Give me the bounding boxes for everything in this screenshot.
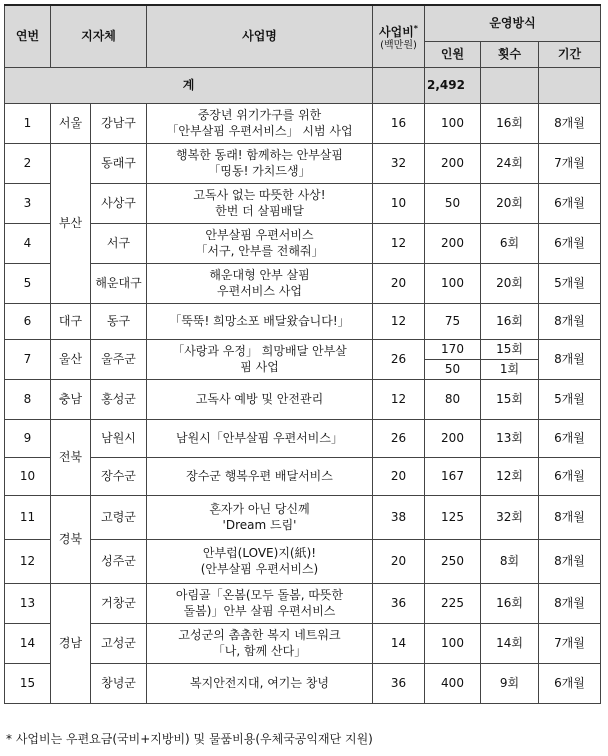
header-period: 기간 <box>539 41 601 67</box>
project-line2: (안부살핌 우편서비스) <box>200 562 319 576</box>
row-no: 2 <box>5 143 51 183</box>
header-budget-mark: * <box>413 23 418 33</box>
project-line2: 「나, 함께 산다」 <box>212 644 307 658</box>
row-no: 4 <box>5 223 51 263</box>
row-no: 13 <box>5 583 51 623</box>
total-label: 계 <box>5 67 373 103</box>
row-project <box>147 143 373 183</box>
row-project: 장수군 행복우편 배달서비스 <box>147 457 373 495</box>
row-count: 20회 <box>481 183 539 223</box>
project-line1: 해운대형 안부 살핌 <box>209 268 310 282</box>
row-no: 12 <box>5 539 51 583</box>
table-row <box>5 143 601 183</box>
row-budget: 38 <box>373 495 425 539</box>
row-no: 14 <box>5 623 51 663</box>
header-count: 횟수 <box>481 41 539 67</box>
row-city: 강남구 <box>91 103 147 143</box>
row-people: 100 <box>425 103 481 143</box>
row-budget: 36 <box>373 583 425 623</box>
row-city: 성주군 <box>91 539 147 583</box>
program-table <box>4 4 601 704</box>
project-line1: 중장년 위기가구를 위한 <box>197 108 322 122</box>
row-count: 8회 <box>481 539 539 583</box>
row-period: 8개월 <box>539 539 601 583</box>
row-no: 1 <box>5 103 51 143</box>
row-period: 8개월 <box>539 303 601 339</box>
row-count: 9회 <box>481 663 539 703</box>
row-people: 400 <box>425 663 481 703</box>
total-budget <box>373 67 425 103</box>
row-no: 10 <box>5 457 51 495</box>
project-line2: 「띵동! 가치드생」 <box>208 164 311 178</box>
project-line1: 안부살핌 우편서비스 <box>205 228 314 242</box>
row-city: 해운대구 <box>91 263 147 303</box>
row-city: 거창군 <box>91 583 147 623</box>
row-budget: 20 <box>373 263 425 303</box>
row-people: 50 <box>425 183 481 223</box>
row-budget: 20 <box>373 457 425 495</box>
row-budget: 26 <box>373 419 425 457</box>
project-line1: 아림골「온봄(모두 돌봄, 따뜻한 <box>175 588 344 602</box>
table-row <box>5 663 601 703</box>
row-count: 15회 <box>481 379 539 419</box>
row-province: 경남 <box>51 583 91 703</box>
row-city: 서구 <box>91 223 147 263</box>
project-line2: 「서구, 안부를 전해줘」 <box>195 244 324 258</box>
row-project <box>147 495 373 539</box>
row-people: 170 <box>425 339 481 359</box>
row-people: 125 <box>425 495 481 539</box>
row-budget: 20 <box>373 539 425 583</box>
row-project: 복지안전지대, 여기는 창녕 <box>147 663 373 703</box>
row-period: 5개월 <box>539 379 601 419</box>
row-city: 고성군 <box>91 623 147 663</box>
row-people: 200 <box>425 223 481 263</box>
row-city: 울주군 <box>91 339 147 379</box>
row-period: 6개월 <box>539 223 601 263</box>
total-row <box>5 67 601 103</box>
row-city: 사상구 <box>91 183 147 223</box>
row-no: 6 <box>5 303 51 339</box>
row-province: 경북 <box>51 495 91 583</box>
row-count: 24회 <box>481 143 539 183</box>
row-project <box>147 103 373 143</box>
row-no: 7 <box>5 339 51 379</box>
table-row <box>5 103 601 143</box>
header-budget <box>373 5 425 67</box>
table-row <box>5 419 601 457</box>
total-people: 2,492 <box>425 67 481 103</box>
project-line1: 고독사 없는 따뜻한 사상! <box>193 188 326 202</box>
table-row <box>5 457 601 495</box>
row-no: 8 <box>5 379 51 419</box>
row-province: 충남 <box>51 379 91 419</box>
row-count: 14회 <box>481 623 539 663</box>
project-line1: 안부럽(LOVE)지(紙)! <box>202 546 317 560</box>
table-row <box>5 223 601 263</box>
row-people: 80 <box>425 379 481 419</box>
project-line2: 한번 더 살핌배달 <box>215 204 304 218</box>
row-budget: 16 <box>373 103 425 143</box>
table-row <box>5 263 601 303</box>
row-period: 8개월 <box>539 495 601 539</box>
row-project <box>147 339 373 379</box>
row-period: 6개월 <box>539 663 601 703</box>
row-count: 16회 <box>481 103 539 143</box>
row-count: 12회 <box>481 457 539 495</box>
header-budget-unit: (백만원) <box>380 39 417 51</box>
row-count-b: 1회 <box>481 359 539 379</box>
table-row <box>5 379 601 419</box>
row-count: 16회 <box>481 583 539 623</box>
row-budget: 14 <box>373 623 425 663</box>
footnote: * 사업비는 우편요금(국비+지방비) 및 물품비용(우체국공익재단 지원) <box>6 732 373 746</box>
row-count: 20회 <box>481 263 539 303</box>
row-count: 15회 <box>481 339 539 359</box>
row-budget: 12 <box>373 223 425 263</box>
row-city: 장수군 <box>91 457 147 495</box>
header-year: 연번 <box>5 5 51 67</box>
budget-table-container <box>4 4 600 704</box>
row-people: 75 <box>425 303 481 339</box>
table-row <box>5 339 601 359</box>
row-no: 11 <box>5 495 51 539</box>
row-project: 남원시「안부살핌 우편서비스」 <box>147 419 373 457</box>
row-no: 3 <box>5 183 51 223</box>
row-budget: 36 <box>373 663 425 703</box>
row-people: 250 <box>425 539 481 583</box>
project-line2: 'Dream 드림' <box>222 518 297 532</box>
row-project <box>147 539 373 583</box>
project-line1: 행복한 동래! 함께하는 안부살핌 <box>176 148 343 162</box>
row-people: 100 <box>425 623 481 663</box>
row-project <box>147 583 373 623</box>
row-period: 5개월 <box>539 263 601 303</box>
row-period: 8개월 <box>539 339 601 379</box>
row-period: 6개월 <box>539 457 601 495</box>
project-line2: 핌 사업 <box>240 360 279 374</box>
row-project <box>147 223 373 263</box>
row-people-b: 50 <box>425 359 481 379</box>
row-province: 대구 <box>51 303 91 339</box>
row-project <box>147 623 373 663</box>
project-line1: 「사랑과 우정」 희망배달 안부살 <box>172 344 347 358</box>
row-project: 「뚝뚝! 희망소포 배달왔습니다!」 <box>147 303 373 339</box>
row-province: 울산 <box>51 339 91 379</box>
row-city: 동래구 <box>91 143 147 183</box>
row-project <box>147 263 373 303</box>
row-city: 창녕군 <box>91 663 147 703</box>
row-people: 225 <box>425 583 481 623</box>
table-row <box>5 495 601 539</box>
row-period: 7개월 <box>539 623 601 663</box>
project-line2: 우편서비스 사업 <box>217 284 302 298</box>
header-budget-label: 사업비 <box>379 24 414 39</box>
table-row <box>5 583 601 623</box>
row-budget: 12 <box>373 303 425 339</box>
project-line1: 혼자가 아닌 당신께 <box>209 502 310 516</box>
row-no: 9 <box>5 419 51 457</box>
row-count: 13회 <box>481 419 539 457</box>
header-operation: 운영방식 <box>425 5 601 41</box>
row-people: 167 <box>425 457 481 495</box>
header-region: 지자체 <box>51 5 147 67</box>
project-line2: 「안부살핌 우편서비스」 시범 사업 <box>166 124 353 138</box>
row-project <box>147 183 373 223</box>
row-city: 동구 <box>91 303 147 339</box>
table-row <box>5 183 601 223</box>
row-no: 5 <box>5 263 51 303</box>
header-project: 사업명 <box>147 5 373 67</box>
row-province: 전북 <box>51 419 91 495</box>
row-budget: 32 <box>373 143 425 183</box>
row-budget: 12 <box>373 379 425 419</box>
row-province: 부산 <box>51 143 91 303</box>
row-project: 고독사 예방 및 안전관리 <box>147 379 373 419</box>
row-count: 16회 <box>481 303 539 339</box>
project-line1: 고성군의 촘촘한 복지 네트워크 <box>178 628 341 642</box>
row-count: 32회 <box>481 495 539 539</box>
row-budget: 26 <box>373 339 425 379</box>
total-period <box>539 67 601 103</box>
header-people: 인원 <box>425 41 481 67</box>
row-people: 200 <box>425 419 481 457</box>
table-row <box>5 303 601 339</box>
row-period: 6개월 <box>539 183 601 223</box>
table-row <box>5 539 601 583</box>
row-period: 8개월 <box>539 583 601 623</box>
row-province: 서울 <box>51 103 91 143</box>
row-period: 6개월 <box>539 419 601 457</box>
row-people: 200 <box>425 143 481 183</box>
row-count: 6회 <box>481 223 539 263</box>
table-row <box>5 623 601 663</box>
row-people: 100 <box>425 263 481 303</box>
row-city: 고령군 <box>91 495 147 539</box>
row-period: 8개월 <box>539 103 601 143</box>
row-budget: 10 <box>373 183 425 223</box>
row-period: 7개월 <box>539 143 601 183</box>
project-line2: 돌봄)」안부 살핌 우편서비스 <box>183 604 336 618</box>
row-city: 홍성군 <box>91 379 147 419</box>
row-no: 15 <box>5 663 51 703</box>
row-city: 남원시 <box>91 419 147 457</box>
total-count <box>481 67 539 103</box>
